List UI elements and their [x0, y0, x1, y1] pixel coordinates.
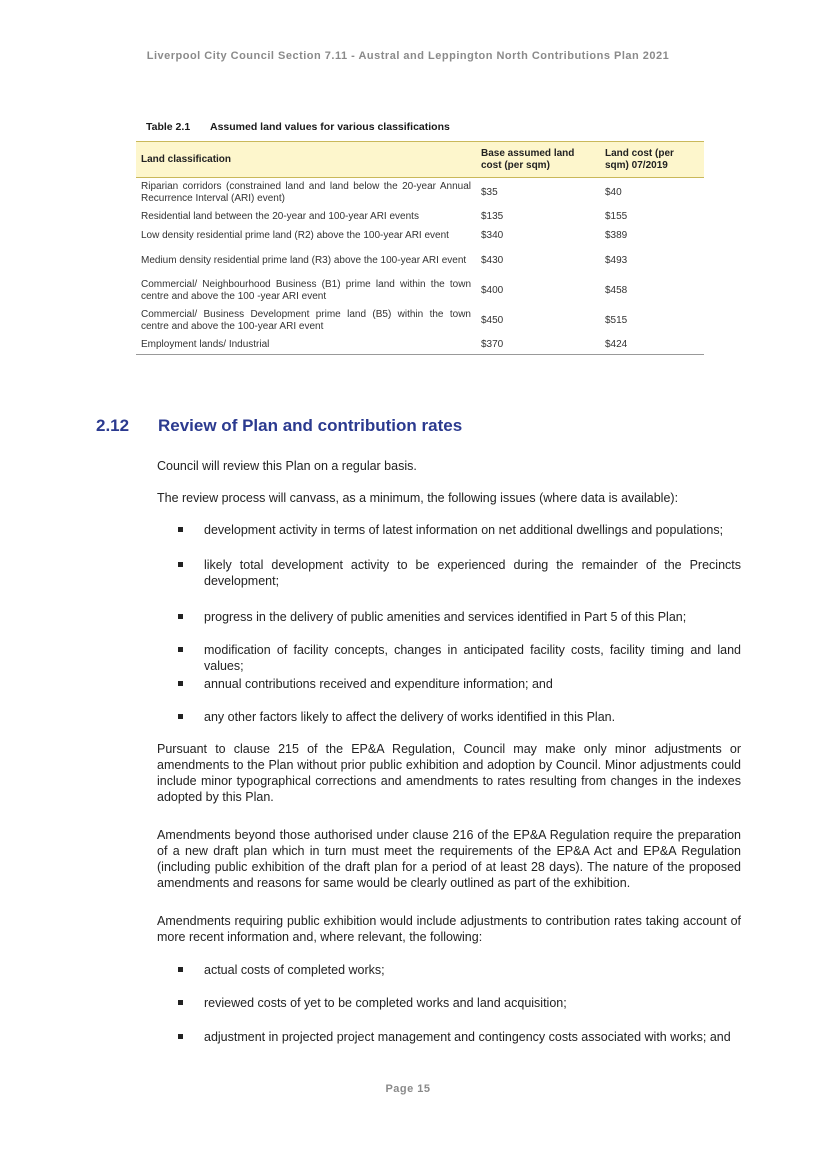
- bullet-icon: [178, 714, 183, 719]
- amendments-paragraph: Amendments beyond those authorised under clause 216 of the EP&A Regulation require the preparation of a new draft plan which in turn must meet the requirements of the EP&A Act and EP&A Regulation (including public exhibition of the draft plan for a period of at least 28 days). The nature of the proposed amendments and reasons for same would be clearly outlined as part of the exhibition.: [157, 828, 741, 890]
- list-item: progress in the delivery of public amenities and services identified in Part 5 of this Plan;: [180, 609, 741, 625]
- table-row: [136, 306, 704, 336]
- land-cost-cell: $458: [605, 284, 628, 296]
- base-cost-cell: $370: [481, 338, 504, 350]
- bullet-icon: [178, 681, 183, 686]
- list-item: likely total development activity to be experienced during the remainder of the Precincts development;: [180, 557, 741, 589]
- column-header: Base assumed land cost (per sqm): [481, 147, 575, 171]
- intro-paragraph: Council will review this Plan on a regular basis.: [157, 459, 417, 473]
- section-number: 2.12: [96, 416, 130, 435]
- bullet-icon: [178, 562, 183, 567]
- table-row: [136, 178, 704, 208]
- table-row: [136, 246, 704, 276]
- bullet-icon: [178, 527, 183, 532]
- bullet-icon: [178, 1000, 183, 1005]
- bullet-icon: [178, 1034, 183, 1039]
- land-cost-cell: $40: [605, 186, 622, 198]
- list-item: modification of facility concepts, changes in anticipated facility costs, facility timing and land values;: [180, 642, 741, 674]
- classification-cell: Riparian corridors (constrained land and land below the 20-year Annual Recurrence Interval (ARI) event): [141, 180, 471, 204]
- land-cost-cell: $155: [605, 211, 628, 222]
- list-item: any other factors likely to affect the delivery of works identified in this Plan.: [180, 709, 741, 725]
- exhibition-paragraph: Amendments requiring public exhibition would include adjustments to contribution rates taking account of more recent information and, where relevant, the following:: [157, 914, 741, 944]
- section-title: Review of Plan and contribution rates: [158, 416, 463, 435]
- land-cost-cell: $424: [605, 338, 628, 350]
- column-header: Land cost (per sqm) 07/2019: [605, 147, 674, 171]
- classification-cell: Medium density residential prime land (R3) above the 100-year ARI event: [141, 254, 467, 266]
- section-heading: [96, 416, 462, 436]
- table-header-row: [136, 142, 704, 178]
- table-row: [136, 227, 704, 246]
- base-cost-cell: $400: [481, 284, 504, 296]
- minor-adjustments-paragraph: Pursuant to clause 215 of the EP&A Regulation, Council may make only minor adjustments or amendments to the Plan without prior public exhibition and adoption by Council. Minor adjustments could include minor typographical corrections and amendments to rates resulting from changes in the indexes adopted by this Plan.: [157, 742, 741, 804]
- base-cost-cell: $450: [481, 314, 504, 326]
- classification-cell: Low density residential prime land (R2) above the 100-year ARI event: [141, 230, 449, 241]
- classification-cell: Residential land between the 20-year and 100-year ARI events: [141, 211, 419, 222]
- land-cost-cell: $493: [605, 254, 628, 266]
- table-number: Table 2.1: [146, 121, 191, 133]
- table-row: [136, 276, 704, 306]
- list-item: reviewed costs of yet to be completed works and land acquisition;: [180, 995, 741, 1011]
- classification-cell: Employment lands/ Industrial: [141, 338, 270, 350]
- bullet-icon: [178, 647, 183, 652]
- running-header: Liverpool City Council Section 7.11 - Austral and Leppington North Contributions Plan 2021: [146, 50, 670, 62]
- bullet-icon: [178, 614, 183, 619]
- table-row: [136, 336, 704, 355]
- land-values-table: [136, 141, 704, 355]
- list-item: actual costs of completed works;: [180, 962, 741, 978]
- list-item: development activity in terms of latest information on net additional dwellings and populations;: [180, 522, 741, 538]
- base-cost-cell: $135: [481, 211, 504, 222]
- base-cost-cell: $430: [481, 254, 504, 266]
- list-item: annual contributions received and expenditure information; and: [180, 676, 741, 692]
- land-cost-cell: $389: [605, 230, 628, 241]
- classification-cell: Commercial/ Business Development prime land (B5) within the town centre and above the 100-year ARI event: [141, 308, 471, 332]
- bullet-icon: [178, 967, 183, 972]
- column-header: Land classification: [141, 153, 232, 165]
- list-item: adjustment in projected project management and contingency costs associated with works; and: [180, 1029, 741, 1045]
- table-row: [136, 208, 704, 227]
- classification-cell: Commercial/ Neighbourhood Business (B1) prime land within the town centre and above the 100 -year ARI event: [141, 278, 471, 302]
- base-cost-cell: $35: [481, 186, 498, 198]
- table-title: Assumed land values for various classifications: [210, 121, 450, 133]
- review-lead-paragraph: The review process will canvass, as a minimum, the following issues (where data is available):: [157, 491, 679, 505]
- table-caption: [146, 121, 450, 133]
- land-cost-cell: $515: [605, 314, 628, 326]
- base-cost-cell: $340: [481, 230, 504, 241]
- page-number: Page 15: [385, 1083, 431, 1095]
